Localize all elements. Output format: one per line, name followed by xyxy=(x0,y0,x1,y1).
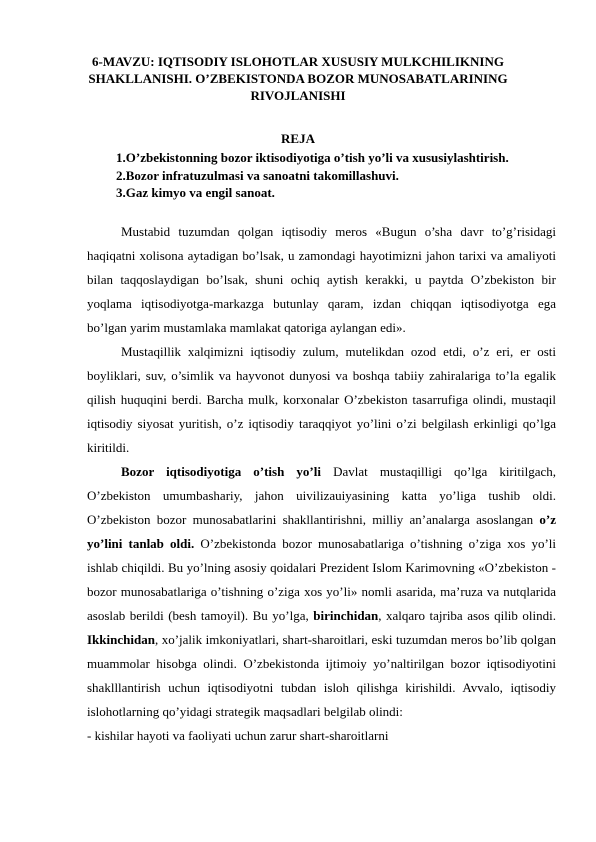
paragraph xyxy=(87,460,556,724)
paragraph-text: O’zbekistonda bozor munosabatlariga o’tishning o’ziga xos yo’li ishlab chiqildi. Bu yo’lning asosiy qoidalari Prezident Islom Karimovning «O’zbekiston - bozor munosabatlariga o’tishning o’ziga xos yo’li» nomli asarida, ma’ruza va nutqlarida asoslab berildi (besh tamoyil). Bu yo’lga, xyxy=(87,536,557,623)
plan-item: 3.Gaz kimyo va engil sanoat. xyxy=(116,185,275,200)
paragraph-text: , xo’jalik imkoniyatlari, shart-sharoitlari, eski tuzumdan meros bo’lib qolgan muammolar hisobga olindi. O’zbekistonda ijtimoiy yo’naltirilgan bozor iqtisodiyotini shaklllantirish uchun iqtisodiyotni tubdan isloh qilishga kirishildi. Avvalo, iqtisodiy islohotlarning qo’yidagi strategik maqsadlari belgilab olindi: xyxy=(87,632,556,719)
bold-phrase: Bozor iqtisodiyotiga o’tish yo’li xyxy=(121,464,321,479)
paragraph-text: , xalqaro tajriba asos qilib olindi. xyxy=(378,608,556,623)
bold-phrase: Ikkinchidan xyxy=(87,632,155,647)
plan-heading: REJA xyxy=(281,131,315,146)
paragraph-text: Davlat mustaqilligi qo’lga kiritilgach, O’zbekiston umumbashariy, jahon uivilizauiyasining katta yo’liga tushib oldi. O’zbekiston bozor munosabatlarini shakllantirishni, milliy an’analarga asoslangan xyxy=(87,464,556,527)
plan-item: 1.O’zbekistonning bozor iktisodiyotiga o’tish yo’li va xususiylashtirish. xyxy=(116,150,509,165)
paragraph: Mustaqillik xalqimizni iqtisodiy zulum, mutelikdan ozod etdi, o’z eri, er osti boyliklari, suv, o’simlik va hayvonot dunyosi va boshqa tabiiy zahiralariga to’la egalik qilish huquqini berdi. Barcha mulk, korxonalar O’zbekiston tasarrufiga olindi, mustaqil iqtisodiy siyosat yuritish, o’z iqtisodiy taraqqiyot yo’lini o’zi belgilash erkinligi qo’lga kiritildi. xyxy=(87,344,556,455)
bold-phrase: o’z yo’lini tanlab oldi. xyxy=(87,512,556,551)
paragraph: Mustabid tuzumdan qolgan iqtisodiy meros «Bugun o’sha davr to’g’risidagi haqiqatni xolisona aytadigan bo’lsak, u zamondagi hayotimizni jahon tarixi va amaliyoti bilan taqqoslaydigan bo’lsak, shuni ochiq aytish kerakki, u paytda O’zbekiston bir yoqlama iqtisodiyotga-markazga butunlay qaram, izdan chiqqan iqtisodiyotga ega bo’lgan yarim mustamlaka mamlakat qatoriga aylangan edi». xyxy=(87,224,556,335)
plan-item: 2.Bozor infratuzulmasi va sanoatni takomillashuvi. xyxy=(116,167,399,183)
body-text xyxy=(87,220,556,748)
bold-phrase: birinchidan xyxy=(313,608,379,623)
list-item: - kishilar hayoti va faoliyati uchun zarur shart-sharoitlarni xyxy=(87,728,389,743)
document-title: 6-MAVZU: IQTISODIY ISLOHOTLAR XUSUSIY MULKCHILIKNING SHAKLLANISHI. O’ZBEKISTONDA BOZOR MUNOSABATLARINING RIVOJLANISHI xyxy=(88,54,508,103)
plan-list xyxy=(116,149,509,202)
